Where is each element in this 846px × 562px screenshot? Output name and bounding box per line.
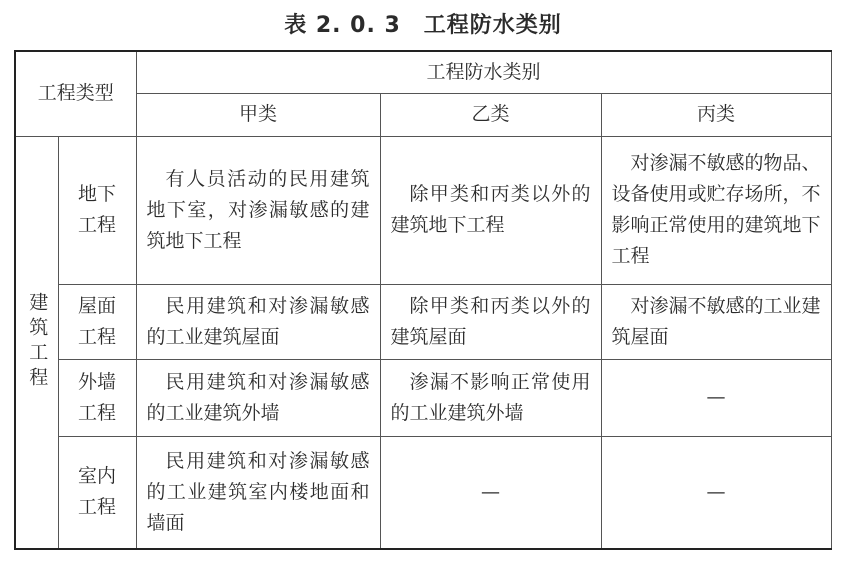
cell-class-b: 除甲类和丙类以外的建筑屋面 bbox=[380, 284, 601, 359]
cell-class-a: 有人员活动的民用建筑地下室，对渗漏敏感的建筑地下工程 bbox=[136, 136, 380, 284]
header-class-a: 甲类 bbox=[136, 93, 380, 136]
cell-class-b-empty: — bbox=[380, 436, 601, 549]
cell-class-c-empty: — bbox=[601, 436, 831, 549]
table-row bbox=[15, 136, 831, 284]
row-name-line1: 地下 bbox=[78, 183, 117, 205]
row-name-cell bbox=[58, 284, 136, 359]
table-row bbox=[15, 284, 831, 359]
cell-class-c: 对渗漏不敏感的工业建筑屋面 bbox=[601, 284, 831, 359]
row-name-line1: 屋面 bbox=[78, 294, 117, 317]
row-name-line1: 室内 bbox=[78, 465, 117, 488]
row-name-cell bbox=[58, 359, 136, 436]
header-engineering-type: 工程类型 bbox=[15, 51, 136, 136]
cell-class-a: 民用建筑和对渗漏敏感的工业建筑外墙 bbox=[136, 359, 380, 436]
header-waterproof-category: 工程防水类别 bbox=[136, 51, 831, 93]
group-cell bbox=[15, 136, 58, 549]
table-title: 表 2. 0. 3 工程防水类别 bbox=[284, 13, 562, 38]
cell-class-a: 民用建筑和对渗漏敏感的工业建筑室内楼地面和墙面 bbox=[136, 436, 380, 549]
row-name-line2: 工程 bbox=[78, 325, 117, 348]
header-class-b: 乙类 bbox=[380, 93, 601, 136]
table-row bbox=[15, 359, 831, 436]
header-class-c: 丙类 bbox=[601, 93, 831, 136]
group-label: 建筑工程 bbox=[26, 292, 49, 393]
row-name-line1: 外墙 bbox=[78, 370, 117, 393]
row-name-line2: 工程 bbox=[78, 214, 117, 236]
row-name-cell bbox=[58, 436, 136, 549]
cell-class-c: 对渗漏不敏感的物品、设备使用或贮存场所，不影响正常使用的建筑地下工程 bbox=[601, 136, 831, 284]
row-name-cell bbox=[58, 136, 136, 284]
row-name-line2: 工程 bbox=[78, 401, 117, 424]
table-row bbox=[15, 436, 831, 549]
cell-class-c-empty: — bbox=[601, 359, 831, 436]
waterproof-category-table bbox=[14, 50, 832, 550]
cell-class-a: 民用建筑和对渗漏敏感的工业建筑屋面 bbox=[136, 284, 380, 359]
cell-class-b: 除甲类和丙类以外的建筑地下工程 bbox=[380, 136, 601, 284]
cell-class-b: 渗漏不影响正常使用的工业建筑外墙 bbox=[380, 359, 601, 436]
row-name-line2: 工程 bbox=[78, 496, 117, 519]
